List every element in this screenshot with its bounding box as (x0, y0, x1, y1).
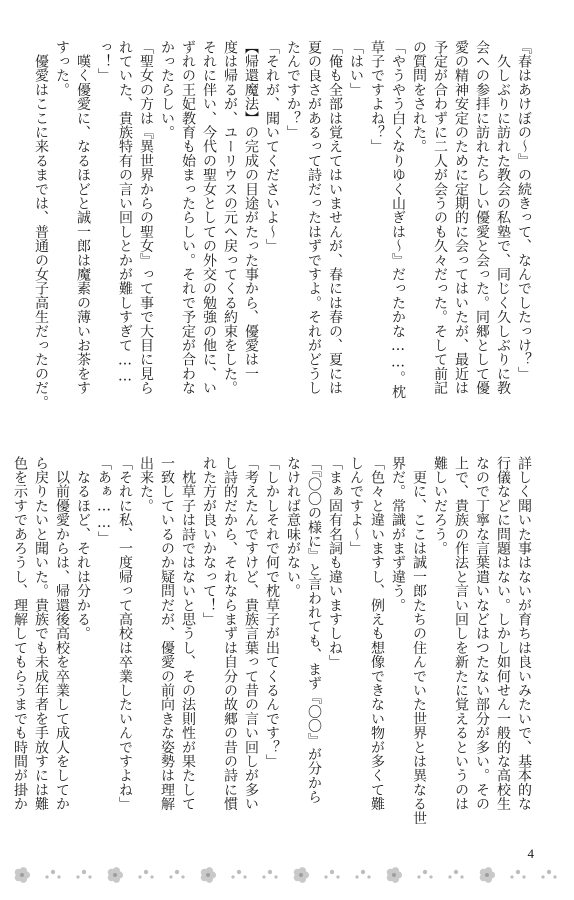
text-line: 上で、貴族の作法と言い回しを新たに覚えるというのは (453, 456, 469, 811)
text-column-top (33, 40, 534, 434)
footer-flower-ornament (8, 862, 566, 888)
text-line: 【帰還魔法】の完成の目途がたった事から、優愛は一 (243, 40, 259, 381)
text-line: 「しかしそれで何で枕草子が出てくるんです？」 (264, 456, 280, 769)
text-line: の質問をされた。 (411, 40, 427, 154)
dot-icon (243, 875, 246, 878)
dot-icon (324, 875, 327, 878)
text-line: 「それが、聞いてくださいよ〜」 (264, 40, 280, 253)
dot-icon (553, 875, 556, 878)
flower-icon (480, 867, 495, 883)
dot-icon (51, 870, 55, 874)
dot-icon (516, 870, 520, 874)
text-line: 会への参拝に訪れたらしい優愛と会った。同郷として優 (474, 40, 490, 395)
dot-icon (522, 875, 525, 878)
text-line: し詩的だから、それならまずは自分の故郷の昔の詩に慣 (222, 456, 238, 811)
dot-icon (361, 870, 365, 874)
dot-icon (423, 870, 427, 874)
text-line: 色を示すであろうし、理解してもらうまでも時間が掛か (12, 456, 28, 811)
text-line: 「あぁ……」 (96, 456, 112, 546)
text-line: 枕草子は詩ではないと思うし、その法則性が果たして (180, 456, 196, 811)
dot-icon (237, 870, 241, 874)
text-line: っ！」 (96, 40, 112, 83)
text-line: なければ意味がない。 (285, 456, 301, 598)
page-number: 4 (527, 846, 534, 861)
text-line: 「まぁ固有名詞も違いますしね」 (327, 456, 343, 669)
dot-icon (454, 870, 458, 874)
dot-icon (460, 875, 463, 878)
flower-icon (294, 867, 309, 883)
dot-icon (429, 875, 432, 878)
dot-icon (45, 875, 48, 878)
dot-icon (82, 870, 86, 874)
text-line: 予定が合わずに二人が会うのも久々だった。そして前記 (432, 40, 448, 395)
text-line: 更に、ここは誠一郎たちの住んでいた世界とは異なる世 (411, 456, 427, 826)
dot-icon (336, 875, 339, 878)
text-line: ら戻りたいと聞いた。貴族でも未成年者を手放すには難 (33, 456, 49, 811)
dot-icon (448, 875, 451, 878)
dot-icon (57, 875, 60, 878)
text-column-bottom (12, 456, 534, 840)
text-line: たんですか？」 (285, 40, 301, 140)
text-line: 以前優愛からは、帰還後高校を卒業して成人をしてか (54, 456, 70, 811)
text-line: なるほど、それは分かる。 (75, 456, 91, 641)
text-line: 久しぶりに訪れた教会の私塾で、同じく久しぶりに教 (495, 40, 511, 395)
text-line: 優愛はここに来るまでは、普通の女子高生だったのだ。 (33, 40, 49, 410)
text-line: 「『〇〇の様に』と言われても、まず『〇〇』が分から (306, 456, 322, 804)
dot-icon (76, 875, 79, 878)
flower-icon (201, 867, 216, 883)
text-line: 「色々と違いますし、例えも想像できない物が多くて難 (369, 456, 385, 811)
text-line: 愛の精神安定のために定期的に会ってはいたが、最近は (453, 40, 469, 395)
text-line: 「はい」 (348, 40, 364, 97)
text-line: 夏の良さがあるって詩だったはずですよ。それがどうし (306, 40, 322, 395)
text-line: 「それに私、一度帰って高校は卒業したいんですよね」 (117, 456, 133, 811)
text-line: ずれの王妃教育も始まったらしい。それで予定が合わな (180, 40, 196, 395)
dot-icon (169, 875, 172, 878)
dot-icon (150, 875, 153, 878)
text-line: それに伴い、今代の聖女としての外交の勉強の他に、い (201, 40, 217, 395)
text-line: かったらしい。 (159, 40, 175, 140)
text-line: れた方が良いかなって！」 (201, 456, 217, 627)
flower-icon (108, 867, 123, 883)
dot-icon (138, 875, 141, 878)
dot-icon (274, 875, 277, 878)
dot-icon (262, 875, 265, 878)
dot-icon (231, 875, 234, 878)
text-line: すった。 (54, 40, 70, 97)
flower-icon (15, 867, 30, 883)
dot-icon (510, 875, 513, 878)
text-line: 出来た。 (138, 456, 154, 513)
text-line: 「聖女の方は『異世界からの聖女』って事で大目に見ら (138, 40, 154, 395)
dot-icon (355, 875, 358, 878)
dot-icon (88, 875, 91, 878)
text-line: 行儀などに問題はない。しかし如何せん一般的な高校生 (495, 456, 511, 811)
dot-icon (181, 875, 184, 878)
text-line: 「俺も全部は覚えてはいませんが、春には春の、夏には (327, 40, 343, 395)
dot-icon (417, 875, 420, 878)
dot-icon (330, 870, 334, 874)
text-line: 草子ですよね？」 (369, 40, 385, 154)
text-line: れていた、貴族特有の言い回しとかが難しすぎて…… (117, 40, 133, 385)
text-line: 「やうやう白くなりゆく山ぎは〜』だったかな……。枕 (390, 40, 406, 399)
text-line: なので丁寧な言葉遣いなどはつたない部分が多い。その (474, 456, 490, 811)
text-line: 「考えたんですけど、貴族言葉って昔の言い回しが多い (243, 456, 259, 811)
text-line: 界だ。常識がまず違う。 (390, 456, 406, 613)
dot-icon (144, 870, 148, 874)
text-line: 難しいだろう。 (432, 456, 448, 556)
dot-icon (541, 875, 544, 878)
dot-icon (175, 870, 179, 874)
dot-icon (268, 870, 272, 874)
text-line: 嘆く優愛に、なるほどと誠一郎は魔素の薄いお茶をす (75, 40, 91, 395)
text-line: 『春はあけぼの〜』の続きって、なんでしたっけ？」 (516, 40, 532, 381)
flower-icon (387, 867, 402, 883)
text-line: 一致しているのか疑問だが、優愛の前向きな姿勢は理解 (159, 456, 175, 811)
dot-icon (547, 870, 551, 874)
text-line: しんですよ〜」 (348, 456, 364, 556)
dot-icon (367, 875, 370, 878)
text-line: 詳しく聞いた事はないが育ちは良いみたいで、基本的な (516, 456, 532, 811)
text-line: 度は帰るが、ユーリウスの元へ戻ってくる約束をした。 (222, 40, 238, 395)
